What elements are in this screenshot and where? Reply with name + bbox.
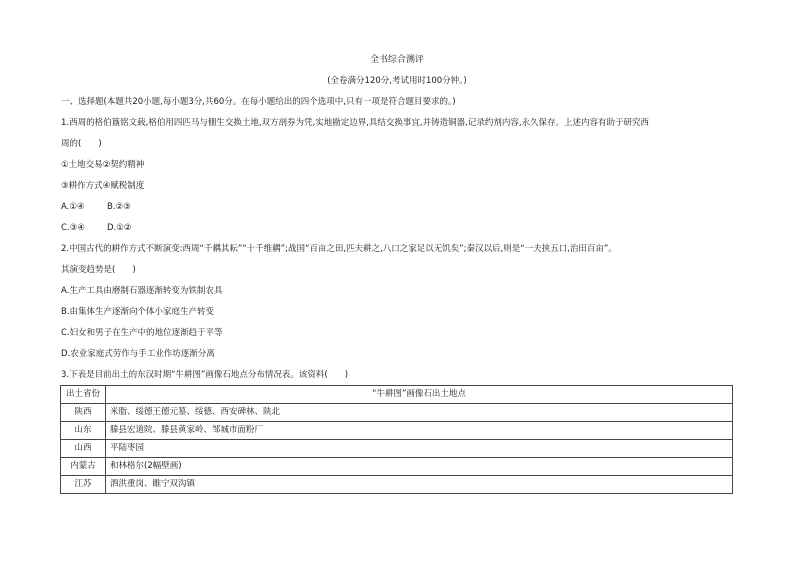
q1-option-d: D.①② bbox=[107, 223, 132, 233]
q2-option-b: B.由集体生产逐渐向个体小家庭生产转变 bbox=[61, 307, 215, 317]
q1-option-c: C.③④ bbox=[61, 223, 85, 233]
row-province: 陕西 bbox=[61, 404, 106, 422]
page-title: 全书综合测评 bbox=[369, 55, 424, 65]
table-row bbox=[61, 404, 733, 422]
row-location: 滕县宏道院、滕县黄家岭、邹城市面粉厂 bbox=[106, 422, 733, 440]
table-header-row bbox=[61, 386, 733, 404]
header-location: “牛耕图”画像石出土地点 bbox=[106, 386, 733, 404]
q2-option-d: D.农业家庭式劳作与手工业作坊逐渐分离 bbox=[61, 349, 215, 359]
row-province: 内蒙古 bbox=[61, 458, 106, 476]
table-row bbox=[61, 440, 733, 458]
header-province: 出土省份 bbox=[61, 386, 106, 404]
row-location: 米脂、绥德王德元墓、绥德、西安碑林、陕北 bbox=[106, 404, 733, 422]
q1-stem-line2: 周的( ) bbox=[61, 139, 102, 149]
distribution-table bbox=[60, 385, 733, 494]
q1-option-b: B.②③ bbox=[107, 202, 131, 212]
q2-stem-line1: 2.中国古代的耕作方式不断演变:西周“千耦其耘”“十千维耦”;战国“百亩之田,匹夫耕之,八口之家足以无饥矣”;秦汉以后,则是“一夫挟五口,治田百亩”。 bbox=[61, 244, 617, 254]
q1-item-b: ③耕作方式④赋税制度 bbox=[61, 181, 145, 191]
page-subtitle: (全卷满分120分,考试用时100分钟。) bbox=[327, 76, 467, 86]
row-province: 江苏 bbox=[61, 476, 106, 494]
q2-stem-line2: 其演变趋势是( ) bbox=[61, 265, 136, 275]
table-row bbox=[61, 458, 733, 476]
row-location: 泗洪重岗、睢宁双沟镇 bbox=[106, 476, 733, 494]
table-row bbox=[61, 422, 733, 440]
table-row bbox=[61, 476, 733, 494]
q2-option-c: C.妇女和男子在生产中的地位逐渐趋于平等 bbox=[61, 328, 223, 338]
q1-option-a: A.①④ bbox=[61, 202, 85, 212]
row-location: 和林格尔(2幅壁画) bbox=[106, 458, 733, 476]
row-province: 山西 bbox=[61, 440, 106, 458]
row-province: 山东 bbox=[61, 422, 106, 440]
row-location: 平陆枣园 bbox=[106, 440, 733, 458]
q1-stem-line1: 1.西周的格伯簋铭文载,格伯用四匹马与倗生交换土地,双方剖券为凭,实地勘定边界,具结交换事宜,并铸造铜器,记录约剂内容,永久保存。上述内容有助于研究西 bbox=[61, 118, 650, 128]
q2-option-a: A.生产工具由磨制石器逐渐转变为铁制农具 bbox=[61, 286, 223, 296]
q1-item-a: ①土地交易②契约精神 bbox=[61, 160, 145, 170]
q3-stem: 3.下表是目前出土的东汉时期“牛耕图”画像石地点分布情况表。该资料( ) bbox=[61, 370, 349, 380]
section-heading: 一、选择题(本题共20小题,每小题3分,共60分。在每小题给出的四个选项中,只有一项是符合题目要求的。) bbox=[61, 97, 456, 107]
